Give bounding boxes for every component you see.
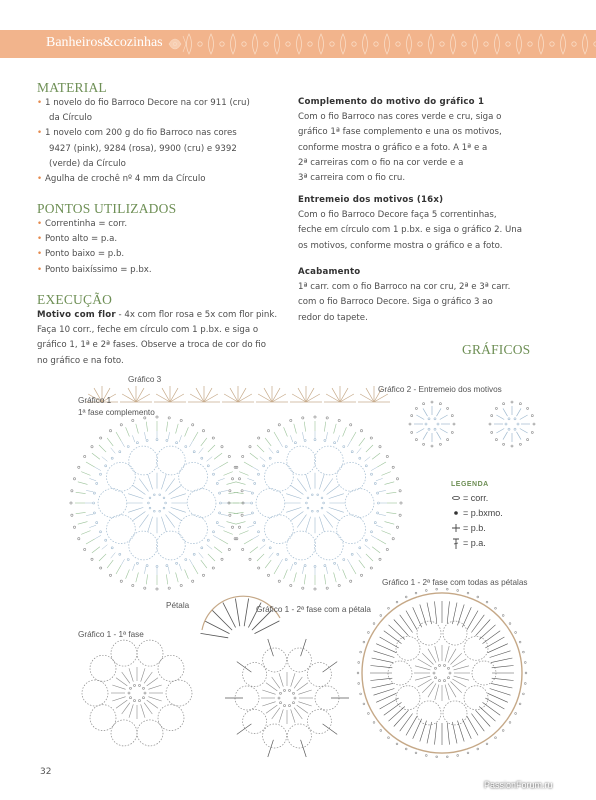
complemento-block: Complemento do motivo do gráfico 1 Com o fio Barroco nas cores verde e cru, siga o gráfico 1ª fase complemento e una os motivos, conforme mostra o gráfico e a foto. A 1ª e a 2ª carreiras com o fio na cor verde e a 3ª carreira com o fio cru. (298, 95, 568, 186)
section-header-title: Banheiros&cozinhas (46, 35, 163, 50)
label-grafico-1-todas-petalas: Gráfico 1 - 2ª fase com todas as pétalas (382, 578, 528, 587)
bullet-icon: • (37, 98, 43, 108)
ponto-item: • Correntinha = corr. (37, 217, 287, 232)
legend-item-pb: = p.b. (463, 523, 486, 533)
acabamento-heading: Acabamento (298, 267, 361, 277)
slip-stitch-symbol-icon (454, 511, 458, 515)
bullet-icon: • (37, 264, 43, 275)
ponto-item: • Ponto alto = p.a. (37, 232, 287, 247)
crochet-diagram-art (70, 386, 535, 758)
label-grafico-1: Gráfico 1 (78, 396, 112, 405)
chain-symbol-icon (453, 496, 460, 499)
double-crochet-symbol-icon (453, 539, 459, 549)
material-item: • 1 novelo com 200 g do fio Barroco nas cores 9427 (pink), 9284 (rosa), 9900 (cru) e 9392 (verde) da Círculo (37, 128, 237, 169)
acabamento-block: Acabamento 1ª carr. com o fio Barroco na cor cru, 2ª e 3ª carr. com o fio Barroco Decore. Siga o gráfico 3 ao redor do tapete. (298, 265, 568, 326)
material-item: • Agulha de crochê nº 4 mm da Círculo (37, 172, 287, 187)
legend-item-pa: = p.a. (463, 538, 486, 548)
crochet-charts (62, 368, 567, 763)
graficos-title: GRÁFICOS (462, 342, 531, 357)
header-ornament-pattern (165, 30, 596, 58)
label-grafico-1-com-petala: Gráfico 1 - 2ª fase com a pétala (256, 605, 371, 614)
complemento-heading: Complemento do motivo do gráfico 1 (298, 97, 485, 107)
bullet-icon: • (37, 174, 43, 185)
entremeio-block: Entremeio dos motivos (16x) Com o fio Barroco Decore faça 5 correntinhas, feche em círculo com 1 p.bx. e siga o gráfico 2. Una os motivos, conforme mostra o gráfico e a foto. (298, 193, 568, 254)
ponto-item: • Ponto baixo = p.b. (37, 247, 287, 262)
material-title: MATERIAL (37, 80, 107, 95)
pontos-list (37, 217, 287, 278)
material-list (37, 96, 287, 187)
execucao-title: EXECUÇÃO (37, 292, 113, 307)
bullet-icon: • (37, 128, 43, 139)
label-grafico-3: Gráfico 3 (128, 375, 162, 384)
single-crochet-symbol-icon (452, 524, 460, 532)
legend (451, 481, 503, 549)
legend-item-corr: = corr. (463, 493, 489, 503)
bullet-icon: • (37, 219, 43, 229)
bullet-icon: • (37, 249, 43, 260)
execucao-text: Motivo com flor - 4x com flor rosa e 5x com flor pink. Faça 10 corr., feche em círculo com 1 p.bx. e siga o gráfico 1, 1ª e 2ª fases. Observe a troca de cor do fio no gráfico e na foto. (37, 310, 278, 366)
material-item: • 1 novelo do fio Barroco Decore na cor 911 (cru) da Círculo (37, 98, 250, 124)
watermark: PassionForum.ru (484, 780, 553, 790)
legend-item-pbxmo: = p.bxmo. (463, 508, 503, 518)
pontos-title: PONTOS UTILIZADOS (37, 201, 177, 216)
label-grafico-2: Gráfico 2 - Entremeio dos motivos (378, 385, 502, 394)
label-grafico-1-complemento: 1ª fase complemento (78, 408, 155, 417)
ponto-item: • Ponto baixíssimo = p.bx. (37, 263, 287, 278)
header-band (0, 30, 596, 58)
label-grafico-1-primeira-fase: Gráfico 1 - 1ª fase (78, 630, 144, 639)
bullet-icon: • (37, 234, 43, 245)
legend-title: LEGENDA (451, 481, 489, 488)
label-petala: Pétala (166, 601, 190, 610)
page-number: 32 (40, 767, 52, 777)
motivo-flor-heading: Motivo com flor (37, 310, 116, 320)
entremeio-heading: Entremeio dos motivos (16x) (298, 195, 444, 205)
